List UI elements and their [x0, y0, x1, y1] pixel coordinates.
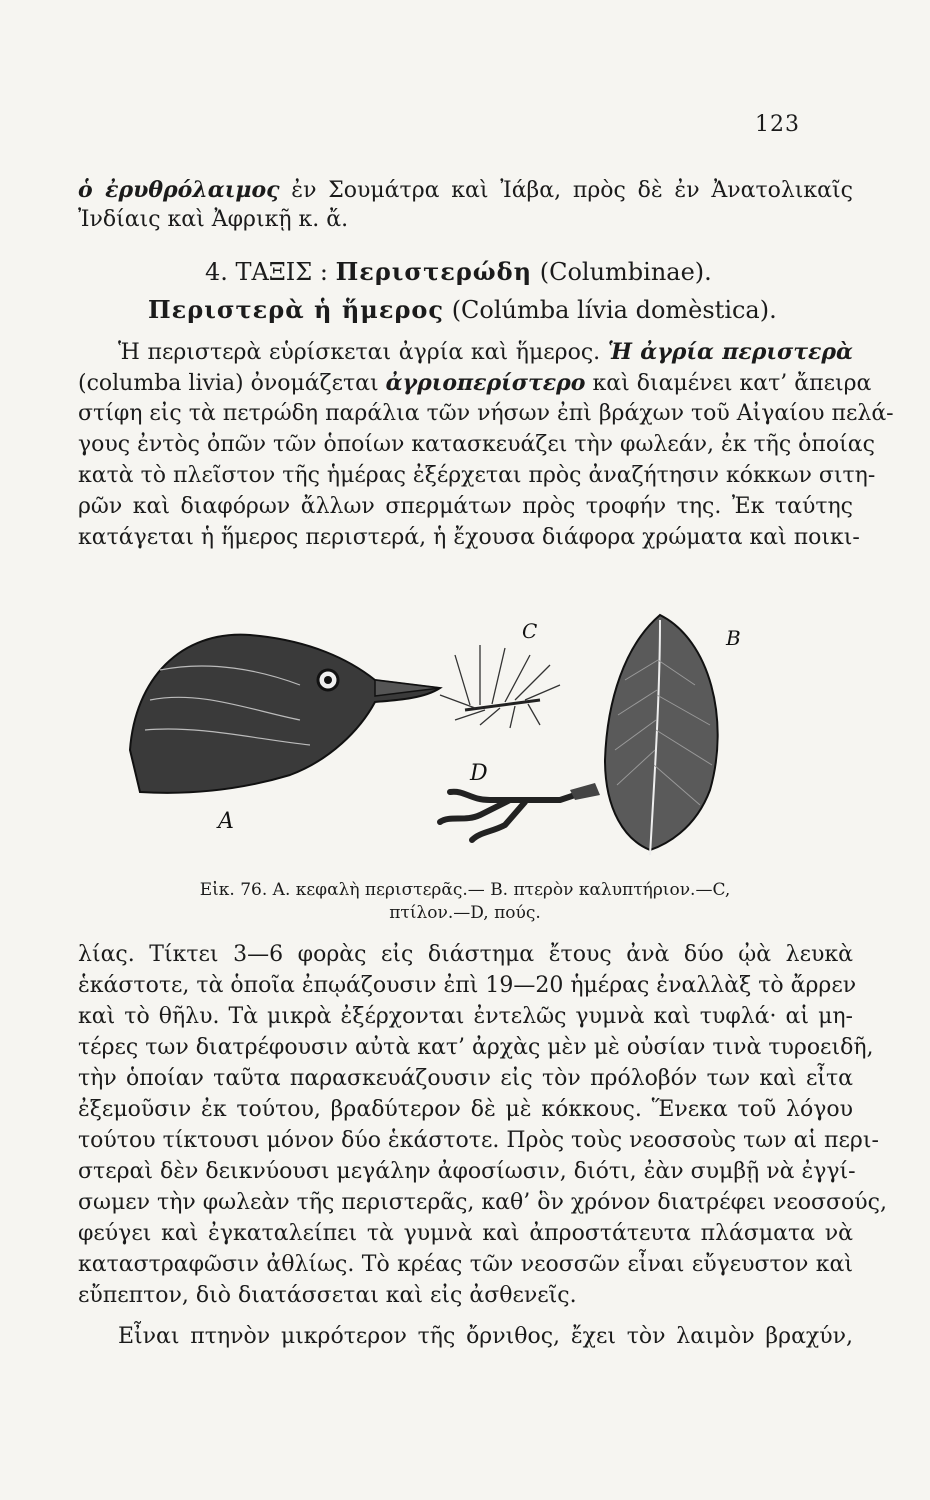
order-heading — [205, 257, 712, 286]
pigeon-foot-drawing — [440, 783, 600, 840]
p1-line-2-post: καὶ διαμένει κατ’ ἄπειρα — [585, 371, 872, 396]
species-latin: (Colúmba lívia domèstica). — [451, 296, 777, 324]
p2-line-11: καταστραφῶσιν ἀθλίως. Τὸ κρέας τῶν νεοσσῶν εἶναι εὔγευστον καὶ — [78, 1252, 853, 1277]
down-feather-drawing — [440, 645, 560, 728]
order-name: Περιστερώδη — [335, 257, 533, 286]
intro-line-1 — [78, 175, 853, 206]
order-latin: (Columbinae). — [539, 258, 712, 286]
species-name: Περιστερὰ ἡ ἥμερος — [148, 295, 445, 324]
page-number: 123 — [755, 112, 800, 137]
p3-line-1: Εἶναι πτηνὸν μικρότερον τῆς ὄρνιθος, ἔχει τὸν λαιμὸν βραχύν, — [118, 1324, 853, 1349]
p2-line-7: τούτου τίκτουσι μόνον δύο ἑκάστοτε. Πρὸς τοὺς νεοσσοὺς των αἱ περι- — [78, 1128, 879, 1153]
p2-line-2: ἑκάστοτε, τὰ ὁποῖα ἐπῳάζουσιν ἐπὶ 19—20 ἡμέρας ἐναλλὰξ τὸ ἄρρεν — [78, 973, 857, 998]
p2-line-6: ἐξεμοῦσιν ἐκ τούτου, βραδύτερον δὲ μὲ κόκκους. Ἕνεκα τοῦ λόγου — [78, 1097, 853, 1122]
pigeon-figure — [120, 600, 800, 870]
pigeon-head-drawing — [130, 635, 440, 793]
intro-line-2: Ἰνδίαις καὶ Ἀφρικῇ κ. ἄ. — [78, 207, 349, 232]
wild-pigeon-term: Ἡ ἀγρία περιστερὰ — [607, 339, 853, 365]
species-heading — [148, 295, 777, 324]
p2-line-12: εὔπεπτον, διὸ διατάσσεται καὶ εἰς ἀσθενεῖς. — [78, 1283, 577, 1308]
p2-line-1: λίας. Τίκτει 3—6 φορὰς εἰς διάστημα ἔτους ἀνὰ δύο ᾠὰ λευκὰ — [78, 942, 853, 967]
figure-caption-line-2: πτίλον.—D, πούς. — [389, 903, 541, 923]
p1-line-1-text: Ἡ περιστερὰ εὑρίσκεται ἀγρία καὶ ἥμερος. — [118, 340, 608, 365]
p1-line-3: στίφη εἰς τὰ πετρώδη παράλια τῶν νήσων ἐπὶ βράχων τοῦ Αἰγαίου πελά- — [78, 401, 894, 426]
p1-line-2-pre: (columba livia) ὀνομάζεται — [78, 371, 386, 396]
p1-line-1 — [78, 337, 853, 368]
intro-line-1-rest: ἐν Σουμάτρα καὶ Ἰάβα, πρὸς δὲ ἐν Ἀνατολικαῖς — [291, 178, 853, 203]
agriopeństero-term: ἀγριοπερίστερο — [385, 370, 586, 396]
label-d: D — [470, 761, 488, 786]
label-b: B — [726, 626, 741, 650]
figure-caption-line-1: Εἰκ. 76. Α. κεφαλὴ περιστερᾶς.— Β. πτερὸν καλυπτήριον.—C, — [199, 880, 731, 900]
p2-line-8: στεραὶ δὲν δεικνύουσι μεγάλην ἀφοσίωσιν, διότι, ἐὰν συμβῇ νὰ ἐγγί- — [78, 1159, 856, 1184]
p1-line-7: κατάγεται ἡ ἥμερος περιστερά, ἡ ἔχουσα διάφορα χρώματα καὶ ποικι- — [78, 525, 860, 550]
p1-line-2 — [78, 368, 872, 399]
pigeon-illustration — [120, 600, 800, 870]
label-c: C — [522, 619, 538, 643]
bird-name-bold: ὁ ἐρυθρόλαιμος — [78, 177, 280, 203]
p2-line-5: τὴν ὁποίαν ταῦτα παρασκευάζουσιν εἰς τὸν πρόλοβόν των καὶ εἶτα — [78, 1066, 853, 1091]
order-number: 4. ΤΑΞΙΣ : — [205, 258, 328, 286]
p2-line-10: φεύγει καὶ ἐγκαταλείπει τὰ γυμνὰ καὶ ἀπροστάτευτα πλάσματα νὰ — [78, 1221, 853, 1246]
p1-line-5: κατὰ τὸ πλεῖστον τῆς ἡμέρας ἐξέρχεται πρὸς ἀναζήτησιν κόκκων σιτη- — [78, 463, 876, 488]
p1-line-6: ρῶν καὶ διαφόρων ἄλλων σπερμάτων πρὸς τροφήν της. Ἐκ ταύτης — [78, 494, 853, 519]
contour-feather-drawing — [605, 615, 718, 855]
p1-line-4: γους ἐντὸς ὀπῶν τῶν ὁποίων κατασκευάζει τὴν φωλεάν, ἐκ τῆς ὁποίας — [78, 432, 875, 457]
p2-line-3: καὶ τὸ θῆλυ. Τὰ μικρὰ ἐξέρχονται ἐντελῶς γυμνὰ καὶ τυφλά· αἱ μη- — [78, 1004, 853, 1029]
p2-line-9: σωμεν τὴν φωλεὰν τῆς περιστερᾶς, καθ’ ὃν χρόνον διατρέφει νεοσσούς, — [78, 1190, 887, 1215]
p2-line-4: τέρες των διατρέφουσιν αὐτὰ κατ’ ἀρχὰς μὲν μὲ οὐσίαν τινὰ τυροειδῆ, — [78, 1035, 874, 1060]
label-a: A — [218, 809, 234, 834]
